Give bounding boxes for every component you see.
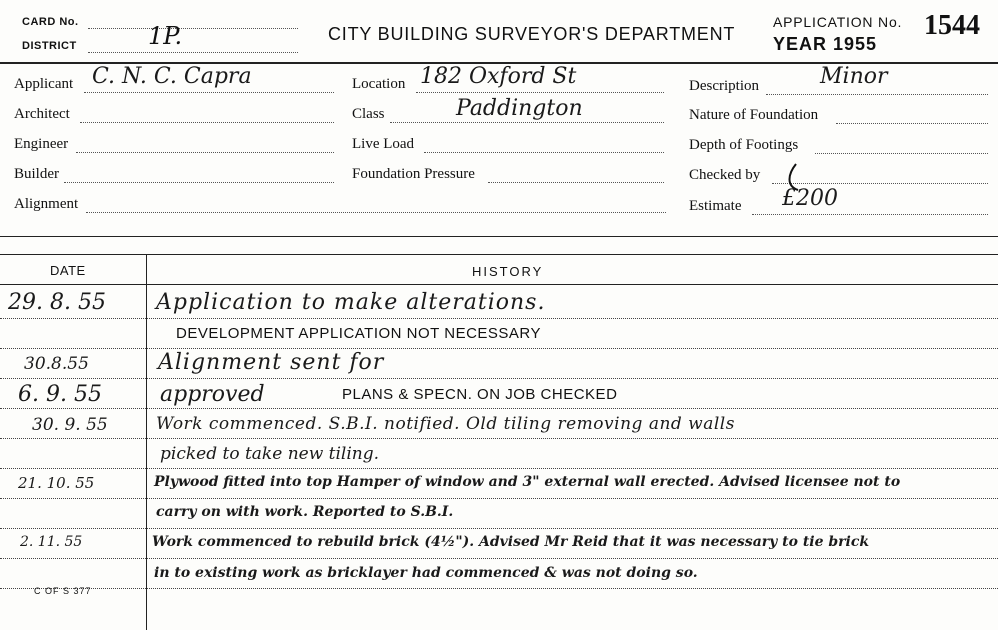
nature-line [836,123,988,124]
architect-label: Architect [14,106,70,122]
header-row-line [0,284,998,285]
row-line [0,348,998,349]
architect-line [80,122,334,123]
applicant-label: Applicant [14,76,74,92]
row-line [0,408,998,409]
history-header: HISTORY [472,264,544,279]
row-date: 29. 8. 55 [8,290,106,315]
row-line [0,558,998,559]
alignment-line [86,212,666,213]
card-no-label: CARD No. [22,16,79,28]
checked-by-label: Checked by [689,167,761,183]
estimate-label: Estimate [689,198,742,214]
row-line [0,378,998,379]
row-history: in to existing work as bricklayer had commenced & was not doing so. [154,565,698,581]
row-stamp: PLANS & SPECN. ON JOB CHECKED [342,386,618,403]
department-title: CITY BUILDING SURVEYOR'S DEPARTMENT [328,24,736,44]
live-load-label: Live Load [352,136,415,152]
depth-of-footings-label: Depth of Footings [689,137,799,153]
row-history: Work commenced to rebuild brick (4½"). Advised Mr Reid that it was necessary to tie brick [152,534,870,550]
row-history: Work commenced. S.B.I. notified. Old tiling removing and walls [156,414,735,434]
row-history: Application to make alterations. [156,290,546,315]
application-number: 1544 [924,10,980,41]
row-line [0,318,998,319]
row-line [0,498,998,499]
row-date: 30.8.55 [24,354,89,374]
row-history: Plywood fitted into top Hamper of window and 3" external wall erected. Advised licensee not to [154,474,901,490]
row-date: 6. 9. 55 [18,382,102,407]
engineer-line [76,152,334,153]
form-code: C OF S 377 [34,586,92,596]
builder-label: Builder [14,166,59,182]
district-line [88,52,298,53]
location-line [416,92,664,93]
nature-of-foundation-label: Nature of Foundation [689,107,819,123]
row-line [0,468,998,469]
row-history: Alignment sent for [158,350,385,375]
date-header: DATE [50,263,86,278]
row-stamp: DEVELOPMENT APPLICATION NOT NECESSARY [176,325,541,342]
estimate-value: £200 [782,186,838,211]
builder-line [64,182,334,183]
class-value: Paddington [456,96,583,121]
description-line [766,94,988,95]
row-history: carry on with work. Reported to S.B.I. [156,504,454,520]
description-value: Minor [820,64,888,89]
table-top-border-1 [0,236,998,237]
alignment-label: Alignment [14,196,79,212]
row-line [0,438,998,439]
card-no-line [88,28,298,29]
foundation-pressure-line [488,182,664,183]
row-history: picked to take new tiling. [160,444,380,464]
row-date: 30. 9. 55 [32,415,108,435]
applicant-value: C. N. C. Capra [92,64,252,89]
application-no-label: APPLICATION No. [773,14,903,30]
year-label: YEAR 1955 [773,34,878,54]
row-line [0,528,998,529]
applicant-line [84,92,334,93]
location-label: Location [352,76,406,92]
description-label: Description [689,78,759,94]
row-date: 2. 11. 55 [20,534,83,550]
district-label: DISTRICT [22,40,77,52]
table-top-border-2 [0,254,998,255]
estimate-line [752,214,988,215]
district-value: 1P. [148,22,183,50]
date-column-divider [146,254,147,630]
class-label: Class [352,106,385,122]
row-line [0,588,998,589]
location-value: 182 Oxford St [420,64,577,89]
row-date: 21. 10. 55 [18,474,95,492]
row-history: approved [160,382,265,407]
foundation-pressure-label: Foundation Pressure [352,166,475,182]
engineer-label: Engineer [14,136,69,152]
depth-line [815,153,988,154]
class-line [390,122,664,123]
live-load-line [424,152,664,153]
